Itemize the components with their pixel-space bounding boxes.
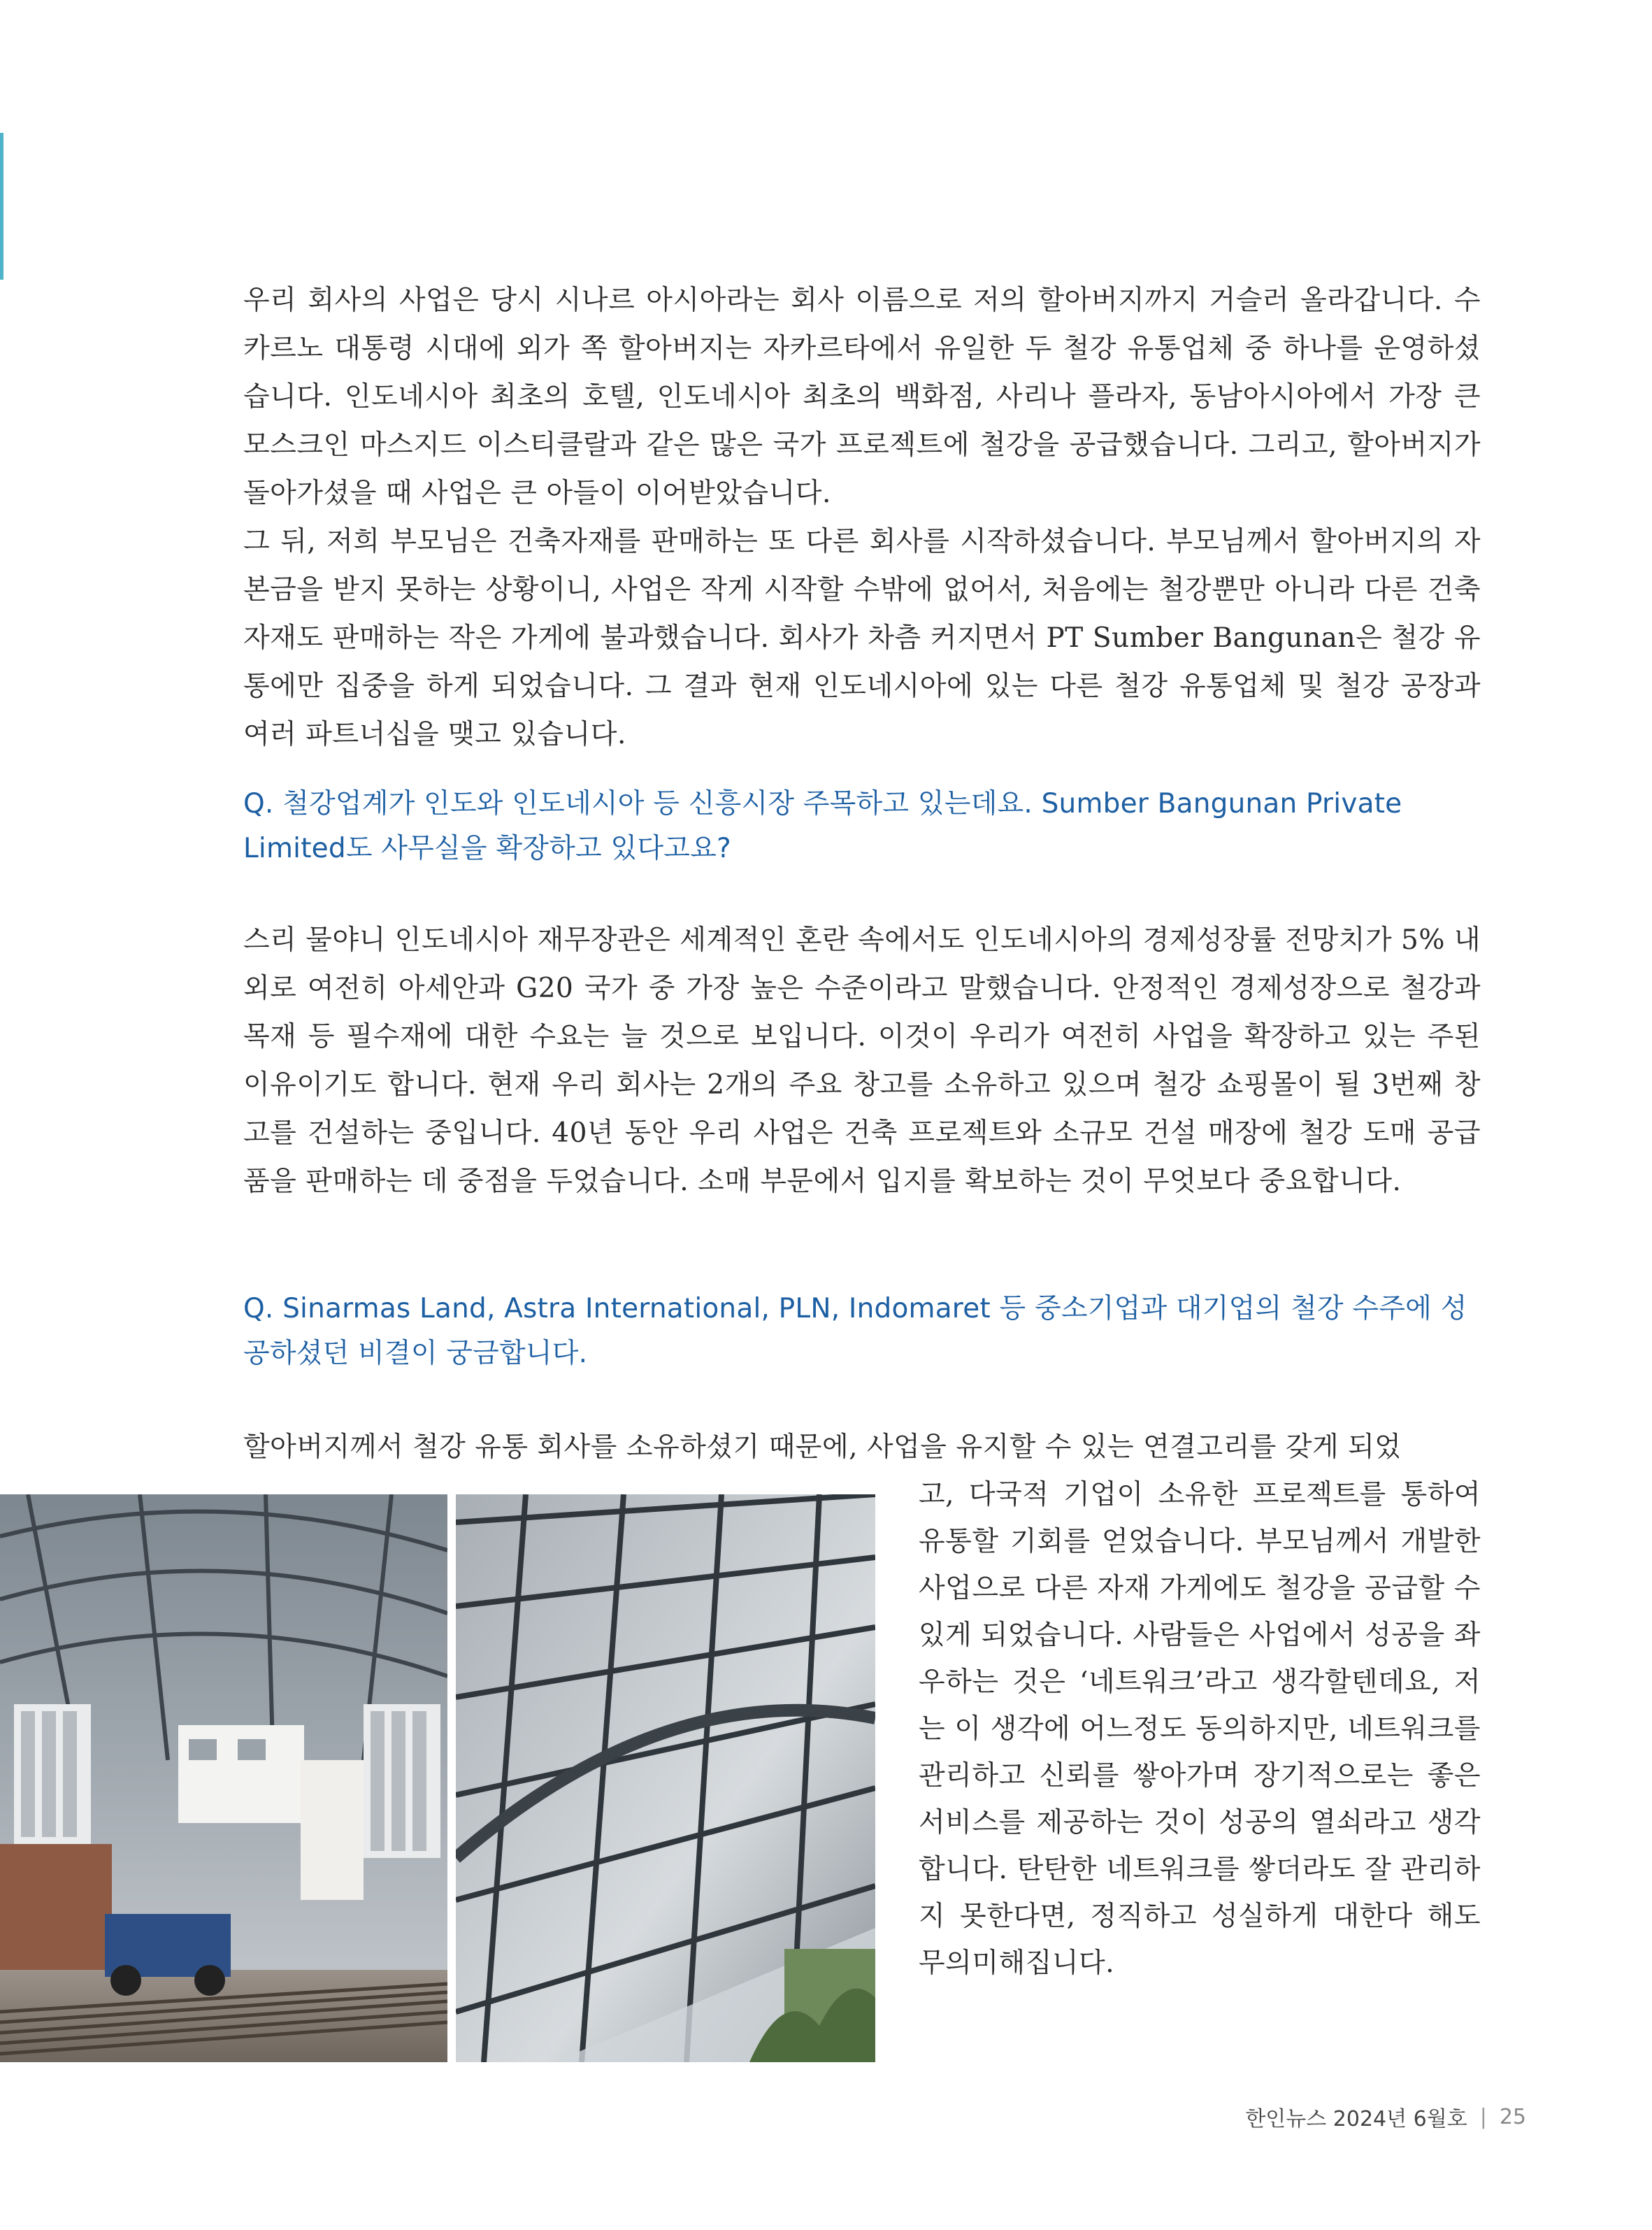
paragraph-history: 우리 회사의 사업은 당시 시나르 아시아라는 회사 이름으로 저의 할아버지까지 거슬러 올라갑니다. 수카르노 대통령 시대에 외가 쪽 할아버지는 자카르타에서 유일한 두 철강 유통업체 중 하나를 운영하셨습니다. 인도네시아 최초의 호텔, 인도네시아 최초의 백화점, 사리나 플라자, 동남아시아에서 가장 큰 모스크인 마스지드 이스티클랄과 같은 많은 국가 프로젝트에 철강을 공급했습니다. 그리고, 할아버지가 돌아가셨을 때 사업은 큰 아들이 이어받았습니다. — [243, 285, 1481, 509]
paragraph-economy: 스리 물야니 인도네시아 재무장관은 세계적인 혼란 속에서도 인도네시아의 경제성장률 전망치가 5% 내외로 여전히 아세안과 G20 국가 중 가장 높은 수준이라고 말했습니다. 안정적인 경제성장으로 철강과 목재 등 필수재에 대한 수요는 늘 것으로 보입니다. 이것이 우리가 여전히 사업을 확장하고 있는 주된 이유이기도 합니다. 현재 우리 회사는 2개의 주요 창고를 소유하고 있으며 철강 쇼핑몰이 될 3번째 창고를 건설하는 중입니다. 40년 동안 우리 사업은 건축 프로젝트와 소규모 건설 매장에 철강 도매 공급품을 판매하는 데 중점을 두었습니다. 소매 부문에서 입지를 확보하는 것이 무엇보다 중요합니다. — [243, 924, 1481, 1197]
page-number: 25 — [1499, 2104, 1526, 2129]
paragraph-network: 고, 다국적 기업이 소유한 프로젝트를 통하여 유통할 기회를 얻었습니다. 부모님께서 개발한 사업으로 다른 자재 가게에도 철강을 공급할 수 있게 되었습니다. 사람들은 사업에서 성공을 좌우하는 것은 ‘네트워크’라고 생각할텐데요, 저는 이 생각에 어느정도 동의하지만, 네트워크를 관리하고 신뢰를 쌓아가며 장기적으로는 좋은 서비스를 제공하는 것이 성공의 열쇠라고 생각합니다. 탄탄한 네트워크를 쌓더라도 잘 관리하지 못한다면, 정직하고 성실하게 대한다 해도 무의미해집니다. — [919, 1479, 1481, 1979]
paragraph-network-first-line: 할아버지께서 철강 유통 회사를 소유하셨기 때문에, 사업을 유지할 수 있는 연결고리를 갖게 되었 — [243, 1431, 1402, 1463]
page-footer — [1245, 2101, 1526, 2132]
warehouse-interior-photo — [0, 1494, 447, 2062]
publication-name: 한인뉴스 2024년 6월호 — [1245, 2107, 1467, 2131]
steel-roof-photo — [456, 1494, 875, 2062]
question-success-secret: Q. Sinarmas Land, Astra International, PLN, Indomaret 등 중소기업과 대기업의 철강 수주에 성공하셨던 비결이 궁금합니다. — [243, 1293, 1467, 1369]
question-expansion: Q. 철강업계가 인도와 인도네시아 등 신흥시장 주목하고 있는데요. Sumber Bangunan Private Limited도 사무실을 확장하고 있다고요? — [243, 788, 1402, 864]
footer-separator: | — [1479, 2104, 1487, 2129]
paragraph-parents-business: 그 뒤, 저희 부모님은 건축자재를 판매하는 또 다른 회사를 시작하셨습니다. 부모님께서 할아버지의 자본금을 받지 못하는 상황이니, 사업은 작게 시작할 수밖에 없어서, 처음에는 철강뿐만 아니라 다른 건축자재도 판매하는 작은 가게에 불과했습니다. 회사가 차츰 커지면서 PT Sumber Bangunan은 철강 유통에만 집중을 하게 되었습니다. 그 결과 현재 인도네시아에 있는 다른 철강 유통업체 및 철강 공장과 여러 파트너십을 맺고 있습니다. — [243, 526, 1481, 750]
